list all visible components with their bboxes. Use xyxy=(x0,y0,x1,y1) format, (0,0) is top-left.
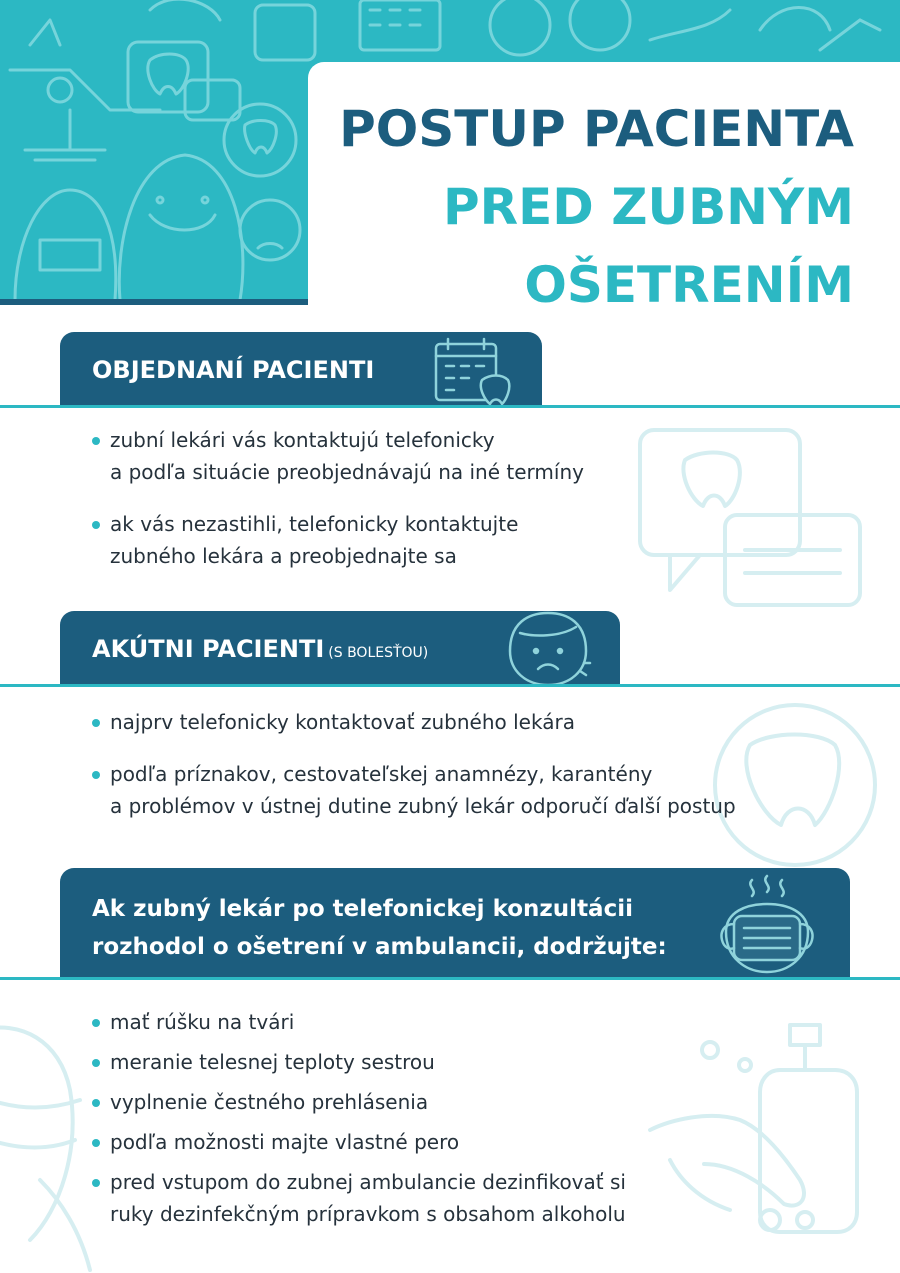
list-item: pred vstupom do zubnej ambulancie dezinfikovať si xyxy=(90,1166,626,1198)
section-heading xyxy=(92,890,667,966)
title-card xyxy=(308,62,900,314)
section-header-scheduled xyxy=(60,332,542,406)
calendar-tooth-icon xyxy=(434,336,516,406)
page-title xyxy=(339,90,854,324)
title-line-1: POSTUP PACIENTA xyxy=(339,100,854,158)
list-item-continuation: a podľa situácie preobjednávajú na iné termíny xyxy=(110,460,584,484)
list-item-continuation: zubného lekára a preobjednajte sa xyxy=(110,544,457,568)
hero-accent-line xyxy=(0,299,310,305)
heading-line-1: Ak zubný lekár po telefonickej konzultácii xyxy=(92,896,633,922)
list-item: ak vás nezastihli, telefonicky kontaktujte xyxy=(90,508,584,540)
bullet-list-instructions xyxy=(90,1006,626,1230)
hand-sanitizer-icon xyxy=(640,1010,880,1240)
list-item-continuation: ruky dezinfekčným prípravkom s obsahom alkoholu xyxy=(110,1202,626,1226)
speech-bubble-tooth-icon xyxy=(630,425,870,625)
section-divider xyxy=(0,977,900,980)
list-item: zubní lekári vás kontaktujú telefonicky xyxy=(90,424,584,456)
section-heading: AKÚTNI PACIENTI (S BOLESŤOU) xyxy=(92,635,429,663)
list-item: meranie telesnej teploty sestrou xyxy=(90,1046,626,1086)
bullet-list-scheduled xyxy=(90,424,584,572)
section-header-instructions xyxy=(60,868,850,978)
section-heading: OBJEDNANÍ PACIENTI xyxy=(92,356,375,384)
bullet-list-acute xyxy=(90,706,736,822)
list-item-continuation: a problémov v ústnej dutine zubný lekár odporučí ďalší postup xyxy=(110,794,736,818)
list-item: podľa možnosti majte vlastné pero xyxy=(90,1126,626,1166)
title-line-3: OŠETRENÍM xyxy=(524,256,854,314)
list-item: podľa príznakov, cestovateľskej anamnézy, karantény xyxy=(90,758,736,790)
list-item: najprv telefonicky kontaktovať zubného lekára xyxy=(90,706,736,758)
heading-line-2: rozhodol o ošetrení v ambulancii, dodržujte: xyxy=(92,934,667,960)
sad-face-icon xyxy=(500,611,596,685)
title-line-2: PRED ZUBNÝM xyxy=(443,178,854,236)
section-divider xyxy=(0,405,900,408)
face-mask-icon xyxy=(712,872,822,976)
heading-note: (S BOLESŤOU) xyxy=(328,645,429,661)
section-divider xyxy=(0,684,900,687)
list-item: mať rúšku na tvári xyxy=(90,1006,626,1046)
list-item: vyplnenie čestného prehlásenia xyxy=(90,1086,626,1126)
section-header-acute xyxy=(60,611,620,685)
